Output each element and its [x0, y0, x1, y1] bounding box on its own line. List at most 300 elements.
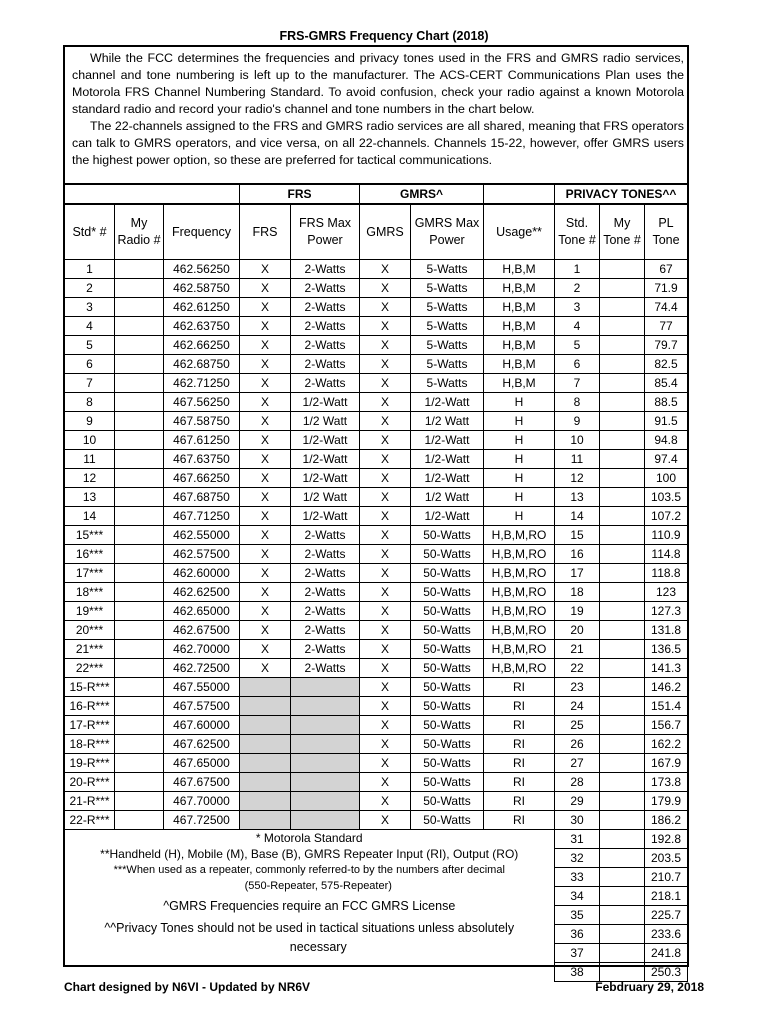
cell-pl-tone: 156.7: [645, 716, 688, 735]
cell-my-tone: [600, 906, 645, 925]
cell-my-tone: [600, 431, 645, 450]
cell-std-tone: 27: [555, 754, 600, 773]
cell-frs-max-power: [291, 735, 360, 754]
cell-frs-max-power: [291, 678, 360, 697]
cell-std: 15-R***: [65, 678, 115, 697]
cell-std-tone: 1: [555, 260, 600, 279]
cell-gmrs-max-power: 50-Watts: [411, 621, 484, 640]
table-row: [65, 355, 688, 374]
cell-my-tone: [600, 393, 645, 412]
header-my-tone: My Tone #: [600, 204, 645, 260]
cell-frs-max-power: 1/2-Watt: [291, 393, 360, 412]
cell-usage: H: [484, 450, 555, 469]
header-frs-max-power: FRS Max Power: [291, 204, 360, 260]
cell-my-tone: [600, 602, 645, 621]
cell-frs-max-power: 1/2-Watt: [291, 450, 360, 469]
cell-frs: [240, 773, 291, 792]
cell-pl-tone: 131.8: [645, 621, 688, 640]
cell-frs: X: [240, 412, 291, 431]
cell-std-tone: 29: [555, 792, 600, 811]
cell-usage: H: [484, 393, 555, 412]
cell-gmrs: X: [360, 355, 411, 374]
cell-frs: X: [240, 526, 291, 545]
cell-gmrs-max-power: 50-Watts: [411, 716, 484, 735]
cell-my-radio: [115, 583, 164, 602]
cell-std: 3: [65, 298, 115, 317]
cell-frs: [240, 697, 291, 716]
table-row: [65, 754, 688, 773]
cell-my-tone: [600, 507, 645, 526]
cell-frs: X: [240, 488, 291, 507]
cell-my-tone: [600, 944, 645, 963]
cell-gmrs: X: [360, 792, 411, 811]
cell-std-tone: 2: [555, 279, 600, 298]
cell-usage: H,B,M: [484, 260, 555, 279]
table-row: [65, 602, 688, 621]
cell-frequency: 467.58750: [164, 412, 240, 431]
cell-my-radio: [115, 754, 164, 773]
cell-frs: X: [240, 602, 291, 621]
cell-my-radio: [115, 488, 164, 507]
cell-frequency: 462.66250: [164, 336, 240, 355]
cell-gmrs-max-power: 1/2 Watt: [411, 488, 484, 507]
cell-usage: H: [484, 488, 555, 507]
cell-my-radio: [115, 716, 164, 735]
cell-pl-tone: 103.5: [645, 488, 688, 507]
cell-frs: X: [240, 583, 291, 602]
cell-frs: X: [240, 298, 291, 317]
cell-std: 20-R***: [65, 773, 115, 792]
cell-frs-max-power: 1/2 Watt: [291, 488, 360, 507]
cell-frequency: 467.61250: [164, 431, 240, 450]
cell-gmrs: X: [360, 488, 411, 507]
cell-my-radio: [115, 773, 164, 792]
cell-pl-tone: 97.4: [645, 450, 688, 469]
cell-gmrs: X: [360, 773, 411, 792]
cell-gmrs: X: [360, 735, 411, 754]
cell-my-tone: [600, 488, 645, 507]
cell-frequency: 467.60000: [164, 716, 240, 735]
cell-my-radio: [115, 678, 164, 697]
cell-gmrs-max-power: 50-Watts: [411, 735, 484, 754]
cell-frs: X: [240, 507, 291, 526]
header-frequency: Frequency: [164, 204, 240, 260]
cell-my-radio: [115, 469, 164, 488]
cell-pl-tone: 162.2: [645, 735, 688, 754]
cell-frequency: 462.71250: [164, 374, 240, 393]
cell-gmrs: X: [360, 602, 411, 621]
cell-frequency: 462.70000: [164, 640, 240, 659]
cell-gmrs: X: [360, 298, 411, 317]
cell-std-tone: 22: [555, 659, 600, 678]
footnote-repeater-example: (550-Repeater, 575-Repeater): [244, 880, 392, 892]
cell-gmrs-max-power: 50-Watts: [411, 545, 484, 564]
cell-gmrs-max-power: 5-Watts: [411, 298, 484, 317]
cell-usage: H,B,M: [484, 355, 555, 374]
cell-gmrs-max-power: 50-Watts: [411, 678, 484, 697]
cell-frs-max-power: 2-Watts: [291, 564, 360, 583]
intro-paragraph-1: While the FCC determines the frequencies and privacy tones used in the FRS and GMRS radio services, channel and tone numbering is left up to the manufacturer. The ACS-CERT Communications Plan uses the Motorola FRS Channel Numbering Standard. To avoid confusion, check your radio against a known Motorola standard radio and record your radio's channel and tone numbers in the chart below.: [72, 51, 684, 116]
cell-gmrs-max-power: 5-Watts: [411, 317, 484, 336]
table-row: [65, 260, 688, 279]
header-gmrs: GMRS: [360, 204, 411, 260]
table-row: [65, 450, 688, 469]
cell-std-tone: 23: [555, 678, 600, 697]
table-row: [65, 507, 688, 526]
cell-frequency: 467.72500: [164, 811, 240, 830]
cell-frs: X: [240, 431, 291, 450]
cell-my-tone: [600, 963, 645, 982]
cell-frequency: 462.60000: [164, 564, 240, 583]
cell-my-tone: [600, 792, 645, 811]
cell-usage: H,B,M,RO: [484, 621, 555, 640]
cell-std-tone: 21: [555, 640, 600, 659]
cell-frequency: 467.68750: [164, 488, 240, 507]
cell-my-radio: [115, 697, 164, 716]
cell-my-tone: [600, 716, 645, 735]
cell-gmrs-max-power: 1/2-Watt: [411, 393, 484, 412]
cell-std-tone: 25: [555, 716, 600, 735]
cell-frs-max-power: 2-Watts: [291, 317, 360, 336]
cell-gmrs: X: [360, 640, 411, 659]
cell-std: 19***: [65, 602, 115, 621]
cell-my-tone: [600, 678, 645, 697]
cell-std-tone: 15: [555, 526, 600, 545]
footnote-privacy-tones: ^^Privacy Tones should not be used in tactical situations unless absolutely: [104, 921, 515, 935]
cell-std: 14: [65, 507, 115, 526]
cell-std: 22-R***: [65, 811, 115, 830]
cell-pl-tone: 123: [645, 583, 688, 602]
cell-gmrs: X: [360, 678, 411, 697]
header-usage: Usage**: [484, 204, 555, 260]
cell-gmrs-max-power: 1/2-Watt: [411, 450, 484, 469]
cell-my-radio: [115, 317, 164, 336]
table-row: [65, 526, 688, 545]
cell-std-tone: 8: [555, 393, 600, 412]
cell-gmrs-max-power: 50-Watts: [411, 792, 484, 811]
cell-gmrs-max-power: 50-Watts: [411, 583, 484, 602]
cell-frequency: 467.67500: [164, 773, 240, 792]
table-row: [65, 374, 688, 393]
cell-frs-max-power: 1/2 Watt: [291, 412, 360, 431]
cell-frs-max-power: 2-Watts: [291, 640, 360, 659]
cell-std-tone: 3: [555, 298, 600, 317]
cell-gmrs-max-power: 50-Watts: [411, 754, 484, 773]
cell-frs: [240, 811, 291, 830]
cell-std-tone: 17: [555, 564, 600, 583]
cell-frequency: 467.62500: [164, 735, 240, 754]
cell-frs-max-power: [291, 754, 360, 773]
cell-my-radio: [115, 507, 164, 526]
cell-frequency: 467.55000: [164, 678, 240, 697]
cell-usage: H,B,M: [484, 374, 555, 393]
cell-pl-tone: 136.5: [645, 640, 688, 659]
cell-usage: H: [484, 412, 555, 431]
cell-std: 2: [65, 279, 115, 298]
table-row: [65, 773, 688, 792]
table-row: [65, 545, 688, 564]
cell-frs: X: [240, 564, 291, 583]
table-row: [65, 469, 688, 488]
cell-usage: H,B,M,RO: [484, 545, 555, 564]
cell-frequency: 462.58750: [164, 279, 240, 298]
cell-frs: [240, 716, 291, 735]
cell-std: 12: [65, 469, 115, 488]
cell-std-tone: 37: [555, 944, 600, 963]
cell-my-tone: [600, 754, 645, 773]
cell-gmrs: X: [360, 450, 411, 469]
cell-gmrs: X: [360, 583, 411, 602]
cell-frs: X: [240, 336, 291, 355]
cell-std: 16***: [65, 545, 115, 564]
cell-std: 15***: [65, 526, 115, 545]
cell-gmrs: X: [360, 507, 411, 526]
cell-gmrs: X: [360, 431, 411, 450]
cell-gmrs: X: [360, 469, 411, 488]
cell-my-radio: [115, 659, 164, 678]
cell-usage: RI: [484, 754, 555, 773]
cell-gmrs: X: [360, 754, 411, 773]
cell-my-tone: [600, 355, 645, 374]
cell-pl-tone: 88.5: [645, 393, 688, 412]
header-std: Std* #: [65, 204, 115, 260]
cell-std: 7: [65, 374, 115, 393]
cell-usage: H: [484, 469, 555, 488]
cell-my-tone: [600, 412, 645, 431]
cell-frequency: 462.72500: [164, 659, 240, 678]
cell-frs-max-power: 2-Watts: [291, 279, 360, 298]
table-row: [65, 336, 688, 355]
cell-my-tone: [600, 469, 645, 488]
cell-gmrs-max-power: 50-Watts: [411, 659, 484, 678]
cell-std-tone: 36: [555, 925, 600, 944]
cell-gmrs-max-power: 1/2 Watt: [411, 412, 484, 431]
cell-pl-tone: 225.7: [645, 906, 688, 925]
cell-my-tone: [600, 336, 645, 355]
cell-frs: X: [240, 450, 291, 469]
cell-std: 18***: [65, 583, 115, 602]
footnote-gmrs-license: ^GMRS Frequencies require an FCC GMRS License: [163, 899, 456, 913]
cell-gmrs: X: [360, 526, 411, 545]
cell-frs: X: [240, 469, 291, 488]
cell-pl-tone: 127.3: [645, 602, 688, 621]
header-frs: FRS: [240, 204, 291, 260]
cell-gmrs-max-power: 50-Watts: [411, 564, 484, 583]
cell-frequency: 467.71250: [164, 507, 240, 526]
cell-frequency: 462.62500: [164, 583, 240, 602]
cell-std: 22***: [65, 659, 115, 678]
table-row: [65, 279, 688, 298]
cell-pl-tone: 94.8: [645, 431, 688, 450]
cell-std: 19-R***: [65, 754, 115, 773]
cell-pl-tone: 203.5: [645, 849, 688, 868]
cell-frs-max-power: 2-Watts: [291, 526, 360, 545]
cell-pl-tone: 107.2: [645, 507, 688, 526]
cell-usage: H,B,M: [484, 298, 555, 317]
table-row: [65, 488, 688, 507]
cell-gmrs: X: [360, 659, 411, 678]
cell-std: 11: [65, 450, 115, 469]
table-row: [65, 317, 688, 336]
cell-std: 9: [65, 412, 115, 431]
cell-frs-max-power: [291, 697, 360, 716]
cell-frequency: 467.56250: [164, 393, 240, 412]
cell-std-tone: 19: [555, 602, 600, 621]
table-row: [65, 716, 688, 735]
cell-frs-max-power: 2-Watts: [291, 621, 360, 640]
cell-gmrs-max-power: 50-Watts: [411, 602, 484, 621]
cell-std-tone: 24: [555, 697, 600, 716]
cell-frequency: 467.65000: [164, 754, 240, 773]
cell-pl-tone: 179.9: [645, 792, 688, 811]
header-gmrs-max-power: GMRS Max Power: [411, 204, 484, 260]
cell-std-tone: 10: [555, 431, 600, 450]
cell-std-tone: 32: [555, 849, 600, 868]
cell-my-radio: [115, 298, 164, 317]
table-row: [65, 830, 688, 849]
cell-pl-tone: 118.8: [645, 564, 688, 583]
cell-std-tone: 20: [555, 621, 600, 640]
header-std-tone: Std. Tone #: [555, 204, 600, 260]
cell-my-radio: [115, 564, 164, 583]
table-row: [65, 697, 688, 716]
cell-std-tone: 18: [555, 583, 600, 602]
cell-my-radio: [115, 431, 164, 450]
cell-frs: X: [240, 374, 291, 393]
cell-pl-tone: 114.8: [645, 545, 688, 564]
cell-pl-tone: 85.4: [645, 374, 688, 393]
cell-std: 18-R***: [65, 735, 115, 754]
cell-gmrs: X: [360, 260, 411, 279]
cell-std: 21***: [65, 640, 115, 659]
cell-my-tone: [600, 374, 645, 393]
cell-frequency: 462.65000: [164, 602, 240, 621]
cell-usage: RI: [484, 716, 555, 735]
cell-my-radio: [115, 260, 164, 279]
cell-pl-tone: 141.3: [645, 659, 688, 678]
table-row: [65, 621, 688, 640]
cell-std: 21-R***: [65, 792, 115, 811]
cell-gmrs: X: [360, 336, 411, 355]
cell-pl-tone: 100: [645, 469, 688, 488]
cell-std-tone: 30: [555, 811, 600, 830]
cell-my-tone: [600, 925, 645, 944]
cell-std: 5: [65, 336, 115, 355]
cell-pl-tone: 192.8: [645, 830, 688, 849]
cell-gmrs-max-power: 5-Watts: [411, 374, 484, 393]
cell-usage: H,B,M: [484, 317, 555, 336]
cell-my-tone: [600, 545, 645, 564]
footnote-motorola-standard: * Motorola Standard: [255, 831, 363, 845]
cell-gmrs-max-power: 50-Watts: [411, 526, 484, 545]
frequency-table: [64, 183, 688, 982]
cell-std-tone: 16: [555, 545, 600, 564]
cell-frs: X: [240, 545, 291, 564]
cell-pl-tone: 74.4: [645, 298, 688, 317]
cell-my-tone: [600, 640, 645, 659]
cell-usage: H: [484, 431, 555, 450]
cell-frequency: 462.61250: [164, 298, 240, 317]
cell-pl-tone: 151.4: [645, 697, 688, 716]
cell-frequency: 467.66250: [164, 469, 240, 488]
cell-pl-tone: 82.5: [645, 355, 688, 374]
cell-my-radio: [115, 336, 164, 355]
table-row: [65, 412, 688, 431]
column-header-row: [65, 204, 688, 260]
cell-frequency: 467.57500: [164, 697, 240, 716]
cell-usage: H,B,M,RO: [484, 583, 555, 602]
cell-std-tone: 28: [555, 773, 600, 792]
cell-my-tone: [600, 659, 645, 678]
footnote-usage-codes: **Handheld (H), Mobile (M), Base (B), GMRS Repeater Input (RI), Output (RO): [100, 847, 519, 861]
cell-gmrs: X: [360, 811, 411, 830]
cell-my-tone: [600, 887, 645, 906]
cell-std-tone: 38: [555, 963, 600, 982]
cell-std-tone: 4: [555, 317, 600, 336]
cell-gmrs-max-power: 5-Watts: [411, 355, 484, 374]
table-row: [65, 393, 688, 412]
cell-std-tone: 35: [555, 906, 600, 925]
cell-my-radio: [115, 450, 164, 469]
cell-gmrs: X: [360, 412, 411, 431]
cell-my-tone: [600, 868, 645, 887]
cell-gmrs: X: [360, 564, 411, 583]
cell-usage: RI: [484, 697, 555, 716]
table-row: [65, 792, 688, 811]
cell-gmrs: X: [360, 279, 411, 298]
group-gmrs: GMRS^: [360, 184, 484, 204]
cell-gmrs-max-power: 1/2-Watt: [411, 469, 484, 488]
cell-gmrs-max-power: 5-Watts: [411, 279, 484, 298]
cell-frs-max-power: 2-Watts: [291, 583, 360, 602]
cell-frequency: 462.56250: [164, 260, 240, 279]
cell-frequency: 462.68750: [164, 355, 240, 374]
table-row: [65, 811, 688, 830]
table-row: [65, 735, 688, 754]
cell-my-radio: [115, 279, 164, 298]
table-row: [65, 678, 688, 697]
cell-std: 16-R***: [65, 697, 115, 716]
cell-gmrs-max-power: 1/2-Watt: [411, 507, 484, 526]
cell-my-tone: [600, 279, 645, 298]
cell-std-tone: 31: [555, 830, 600, 849]
cell-my-radio: [115, 735, 164, 754]
cell-frs-max-power: [291, 716, 360, 735]
cell-gmrs-max-power: 1/2-Watt: [411, 431, 484, 450]
cell-gmrs: X: [360, 697, 411, 716]
table-row: [65, 564, 688, 583]
cell-frs-max-power: 2-Watts: [291, 659, 360, 678]
cell-gmrs-max-power: 5-Watts: [411, 336, 484, 355]
cell-frs-max-power: 2-Watts: [291, 545, 360, 564]
cell-usage: RI: [484, 678, 555, 697]
cell-frs: X: [240, 317, 291, 336]
cell-pl-tone: 233.6: [645, 925, 688, 944]
cell-my-tone: [600, 450, 645, 469]
cell-pl-tone: 71.9: [645, 279, 688, 298]
cell-frs-max-power: 1/2-Watt: [291, 469, 360, 488]
cell-pl-tone: 218.1: [645, 887, 688, 906]
table-row: [65, 583, 688, 602]
intro-paragraph-2: The 22-channels assigned to the FRS and GMRS radio services are all shared, meaning that FRS operators can talk to GMRS operators, and vice versa, on all 22-channels. Channels 15-22, however, offer GMRS users the highest power option, so these are preferred for tactical communications.: [72, 119, 684, 167]
cell-gmrs: X: [360, 621, 411, 640]
cell-frs-max-power: 2-Watts: [291, 336, 360, 355]
cell-frs-max-power: 2-Watts: [291, 298, 360, 317]
cell-frs-max-power: [291, 811, 360, 830]
cell-usage: RI: [484, 792, 555, 811]
cell-frs: X: [240, 659, 291, 678]
cell-std: 6: [65, 355, 115, 374]
